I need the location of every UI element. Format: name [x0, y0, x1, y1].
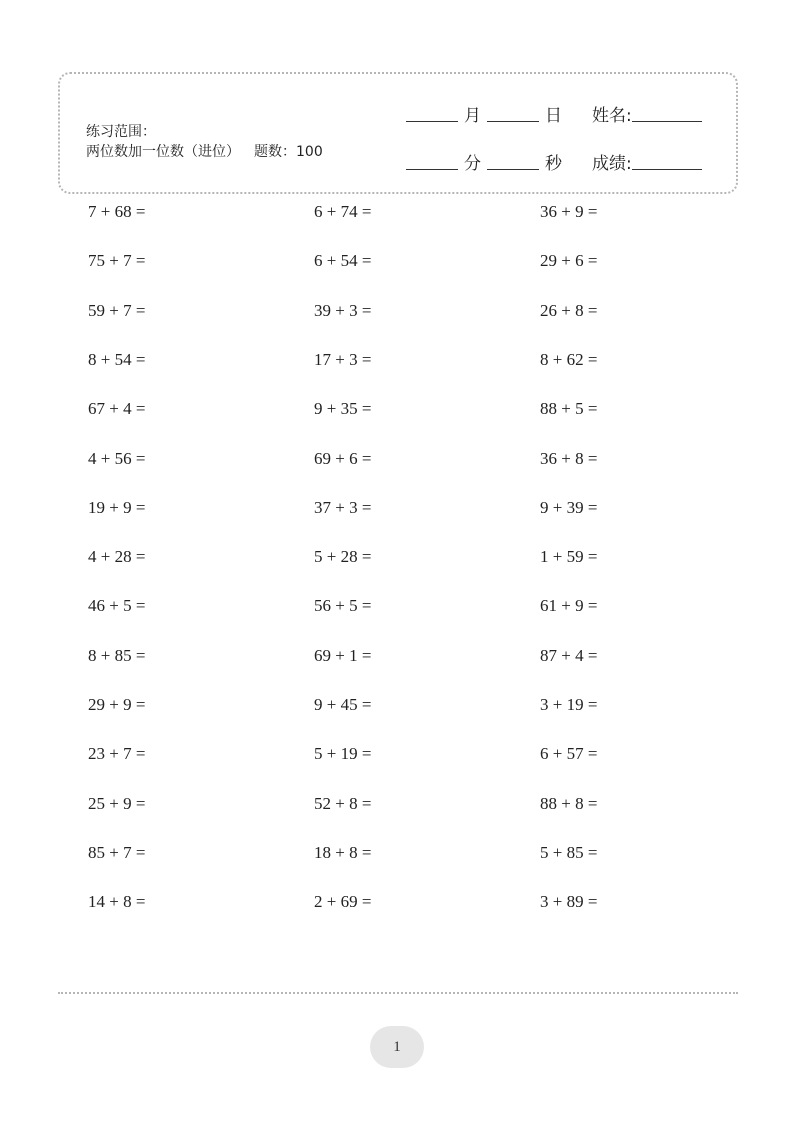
minute-blank[interactable]: [406, 169, 458, 170]
range-value: 两位数加一位数（进位）: [86, 144, 240, 160]
problem-item: 85 + 7 =: [88, 843, 146, 862]
problem-item: 29 + 9 =: [88, 695, 146, 714]
month-label: 月: [464, 106, 481, 126]
problem-item: 56 + 5 =: [314, 596, 372, 615]
name-blank[interactable]: [632, 121, 702, 122]
problem-item: 8 + 54 =: [88, 350, 146, 369]
problem-item: 5 + 85 =: [540, 843, 598, 862]
day-blank[interactable]: [487, 121, 539, 122]
worksheet-header: [58, 72, 738, 194]
problem-item: 75 + 7 =: [88, 251, 146, 270]
problem-item: 23 + 7 =: [88, 744, 146, 763]
problem-item: 7 + 68 =: [88, 202, 146, 221]
problem-item: 3 + 89 =: [540, 892, 598, 911]
problem-item: 8 + 85 =: [88, 646, 146, 665]
problem-item: 36 + 9 =: [540, 202, 598, 221]
score-label: 成绩:: [592, 154, 632, 174]
problem-item: 8 + 62 =: [540, 350, 598, 369]
problem-item: 18 + 8 =: [314, 843, 372, 862]
problem-item: 88 + 8 =: [540, 794, 598, 813]
second-blank[interactable]: [487, 169, 539, 170]
problem-item: 69 + 6 =: [314, 449, 372, 468]
problem-count: 题数：100: [254, 144, 323, 160]
problem-item: 9 + 35 =: [314, 399, 372, 418]
minute-label: 分: [464, 154, 481, 174]
problem-item: 5 + 19 =: [314, 744, 372, 763]
problem-item: 5 + 28 =: [314, 547, 372, 566]
time-score-row: [406, 146, 702, 174]
month-blank[interactable]: [406, 121, 458, 122]
score-blank[interactable]: [632, 169, 702, 170]
problem-item: 14 + 8 =: [88, 892, 146, 911]
problem-item: 9 + 39 =: [540, 498, 598, 517]
problem-item: 6 + 74 =: [314, 202, 372, 221]
day-label: 日: [545, 106, 562, 126]
problem-item: 69 + 1 =: [314, 646, 372, 665]
problem-item: 36 + 8 =: [540, 449, 598, 468]
problem-item: 1 + 59 =: [540, 547, 598, 566]
problem-item: 88 + 5 =: [540, 399, 598, 418]
problem-item: 6 + 54 =: [314, 251, 372, 270]
footer-divider: [58, 992, 738, 994]
problem-item: 17 + 3 =: [314, 350, 372, 369]
problem-item: 52 + 8 =: [314, 794, 372, 813]
problem-item: 4 + 56 =: [88, 449, 146, 468]
problem-item: 39 + 3 =: [314, 301, 372, 320]
range-label: 练习范围：: [86, 124, 156, 140]
problem-item: 2 + 69 =: [314, 892, 372, 911]
page-number: 1: [370, 1026, 424, 1068]
problem-item: 46 + 5 =: [88, 596, 146, 615]
problem-item: 4 + 28 =: [88, 547, 146, 566]
practice-range: [86, 122, 323, 162]
problem-item: 87 + 4 =: [540, 646, 598, 665]
problem-item: 67 + 4 =: [88, 399, 146, 418]
problem-item: 3 + 19 =: [540, 695, 598, 714]
problem-item: 25 + 9 =: [88, 794, 146, 813]
problem-item: 61 + 9 =: [540, 596, 598, 615]
problem-item: 59 + 7 =: [88, 301, 146, 320]
problem-item: 9 + 45 =: [314, 695, 372, 714]
problem-item: 29 + 6 =: [540, 251, 598, 270]
problem-item: 37 + 3 =: [314, 498, 372, 517]
problem-item: 19 + 9 =: [88, 498, 146, 517]
problem-item: 6 + 57 =: [540, 744, 598, 763]
second-label: 秒: [545, 154, 562, 174]
name-label: 姓名:: [592, 106, 632, 126]
problem-item: 26 + 8 =: [540, 301, 598, 320]
date-name-row: [406, 98, 702, 126]
